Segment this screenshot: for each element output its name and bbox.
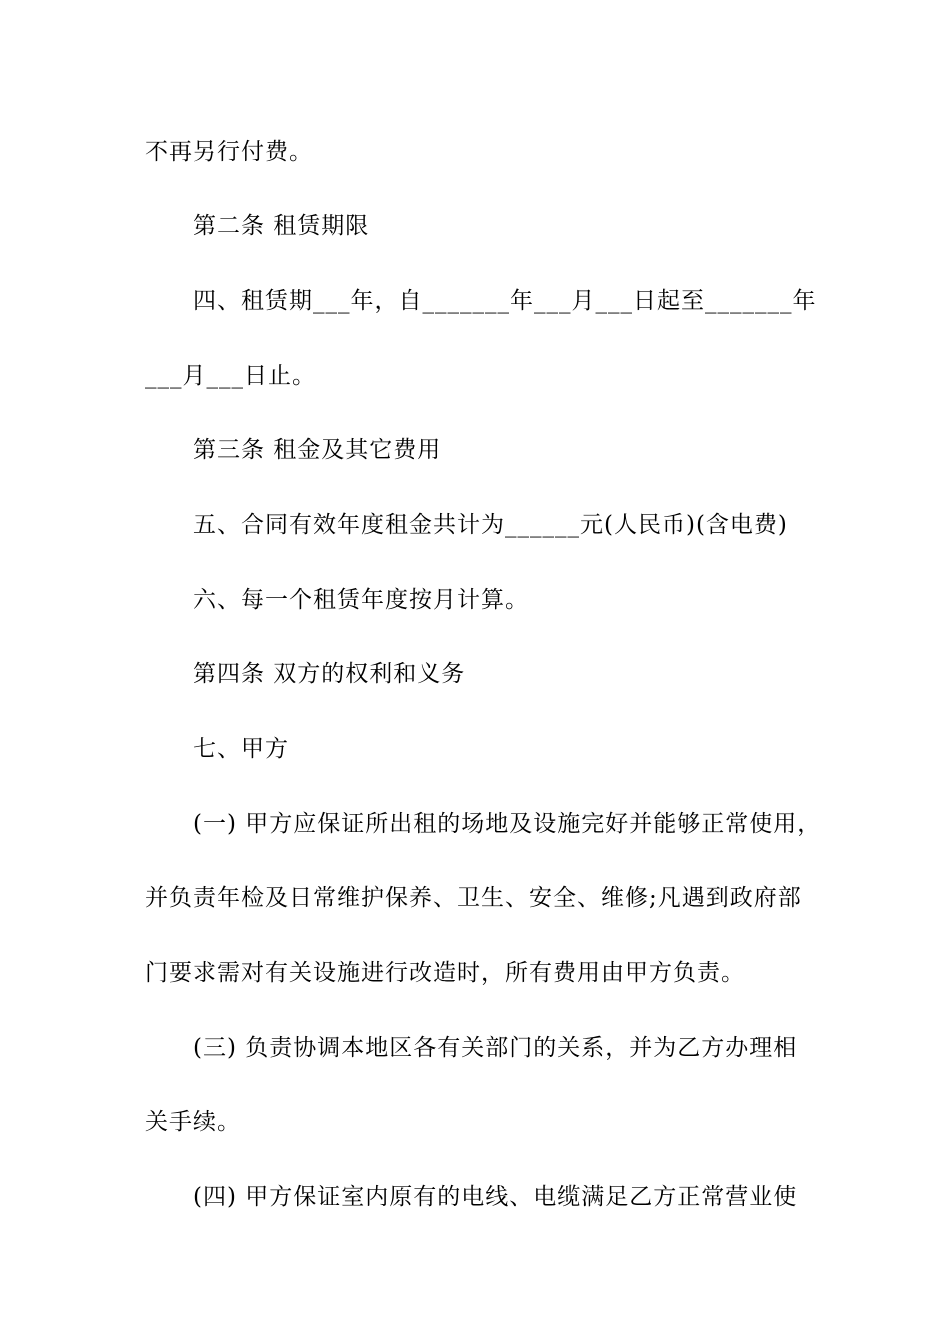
clause-6: 六、每一个租赁年度按月计算。 xyxy=(193,587,529,613)
article-heading: 第二条 租赁期限 xyxy=(193,213,370,239)
clause-4-continuation: ___月___日止。 xyxy=(145,363,316,389)
sub-clause-1: (一) 甲方应保证所出租的场地及设施完好并能够正常使用， xyxy=(193,811,822,837)
paragraph-continuation: 不再另行付费。 xyxy=(145,139,313,165)
article-heading: 第三条 租金及其它费用 xyxy=(193,437,442,463)
sub-clause-1-continuation: 并负责年检及日常维护保养、卫生、安全、维修;凡遇到政府部 xyxy=(145,885,802,911)
clause-5: 五、合同有效年度租金共计为______元(人民币)(含电费) xyxy=(193,512,788,538)
sub-clause-3-continuation: 关手续。 xyxy=(145,1109,241,1135)
clause-4: 四、租赁期___年，自_______年___月___日起至_______年 xyxy=(193,288,817,314)
article-heading: 第四条 双方的权利和义务 xyxy=(193,661,466,687)
sub-clause-4: (四) 甲方保证室内原有的电线、电缆满足乙方正常营业使 xyxy=(193,1184,798,1210)
clause-7: 七、甲方 xyxy=(193,736,289,762)
sub-clause-3: (三) 负责协调本地区各有关部门的关系，并为乙方办理相 xyxy=(193,1035,798,1061)
sub-clause-1-continuation: 门要求需对有关设施进行改造时，所有费用由甲方负责。 xyxy=(145,960,745,986)
